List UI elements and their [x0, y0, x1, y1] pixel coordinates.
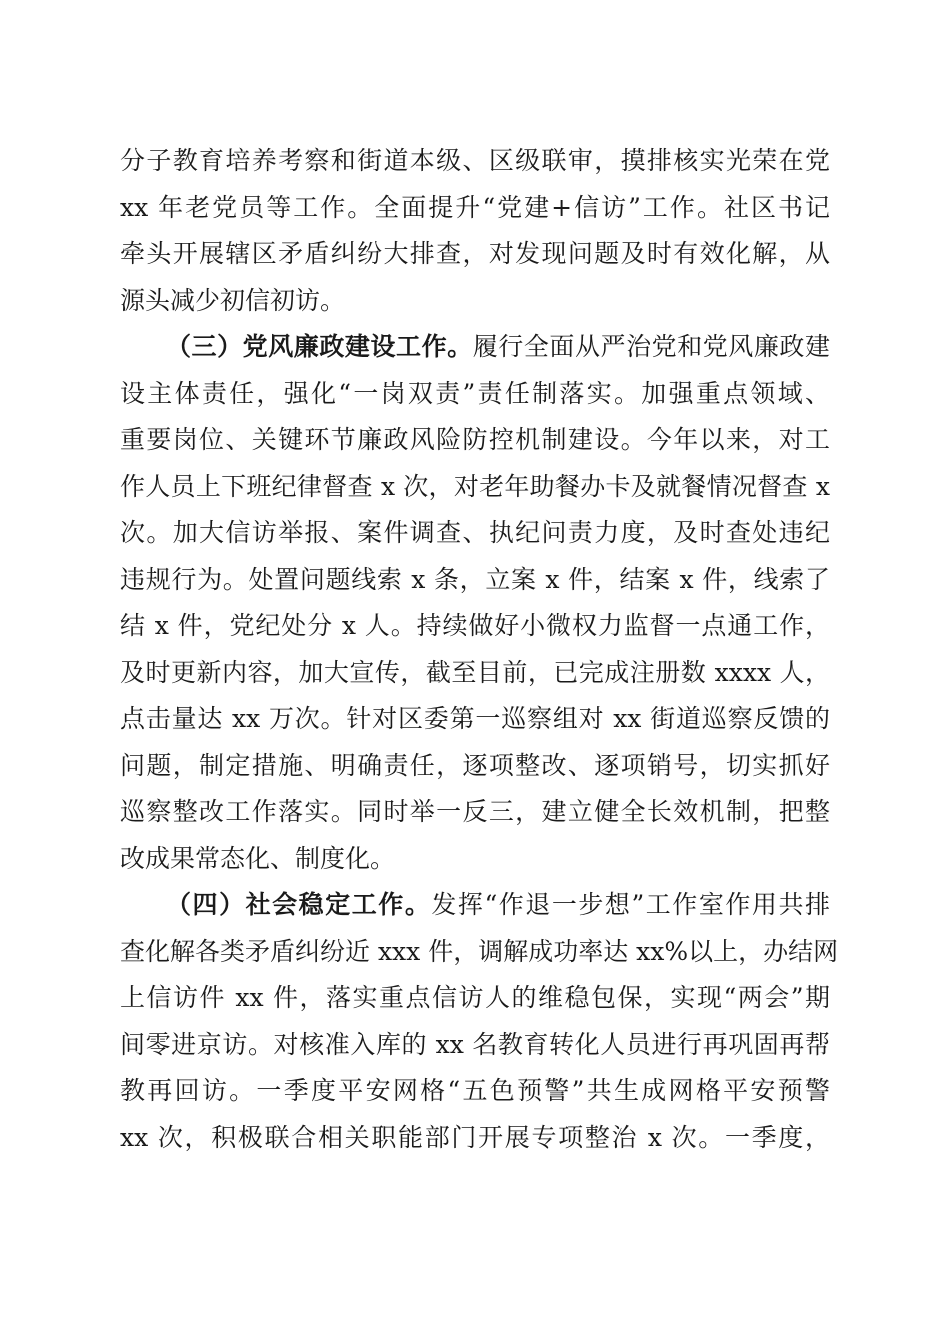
- paragraph-line: 分子教育培养考察和街道本级、区级联审，摸排核实光荣在党: [120, 146, 830, 175]
- paragraph-line: 结 x 件，党纪处分 x 人。持续做好小微权力监督一点通工作，: [120, 611, 830, 640]
- paragraph-line: 查化解各类矛盾纠纷近 xxx 件，调解成功率达 xx%以上，办结网: [120, 937, 839, 966]
- section-four-first-line-text: 发挥“作退一步想”工作室作用共排: [431, 890, 830, 919]
- paragraph-line: 教再回访。一季度平安网格“五色预警”共生成网格平安预警: [120, 1076, 830, 1105]
- section-four-first-line: [166, 885, 830, 925]
- paragraph-line: 巡察整改工作落实。同时举一反三，建立健全长效机制，把整: [120, 797, 830, 826]
- section-three-first-line: [166, 327, 830, 367]
- paragraph-line: 牵头开展辖区矛盾纠纷大排查，对发现问题及时有效化解，从: [120, 239, 830, 268]
- paragraph-line: 次。加大信访举报、案件调查、执纪问责力度，及时查处违纪: [120, 518, 830, 547]
- paragraph-line: 间零进京访。对核准入库的 xx 名教育转化人员进行再巩固再帮: [120, 1030, 830, 1059]
- section-four-heading: （四）社会稳定工作。: [166, 890, 432, 919]
- paragraph-line: 重要岗位、关键环节廉政风险防控机制建设。今年以来，对工: [120, 425, 830, 454]
- paragraph-line: 问题，制定措施、明确责任，逐项整改、逐项销号，切实抓好: [120, 751, 830, 780]
- paragraph-line: 改成果常态化、制度化。: [120, 844, 396, 873]
- section-three-heading: （三）党风廉政建设工作。: [166, 332, 473, 361]
- section-three-first-line-text: 履行全面从严治党和党风廉政建: [472, 332, 830, 361]
- paragraph-line: 作人员上下班纪律督查 x 次，对老年助餐办卡及就餐情况督查 x: [120, 472, 830, 501]
- paragraph-line: 源头减少初信初访。: [120, 286, 346, 315]
- paragraph-line: 点击量达 xx 万次。针对区委第一巡察组对 xx 街道巡察反馈的: [120, 704, 830, 733]
- paragraph-line: 违规行为。处置问题线索 x 条，立案 x 件，结案 x 件，线索了: [120, 565, 830, 594]
- paragraph-line: 上信访件 xx 件，落实重点信访人的维稳包保，实现“两会”期: [120, 983, 830, 1012]
- paragraph-line: xx 年老党员等工作。全面提升“党建+信访”工作。社区书记: [120, 193, 830, 222]
- paragraph-line: xx 次，积极联合相关职能部门开展专项整治 x 次。一季度，: [120, 1123, 830, 1152]
- paragraph-line: 及时更新内容，加大宣传，截至目前，已完成注册数 xxxx 人，: [120, 658, 830, 687]
- paragraph-line: 设主体责任，强化“一岗双责”责任制落实。加强重点领域、: [120, 379, 830, 408]
